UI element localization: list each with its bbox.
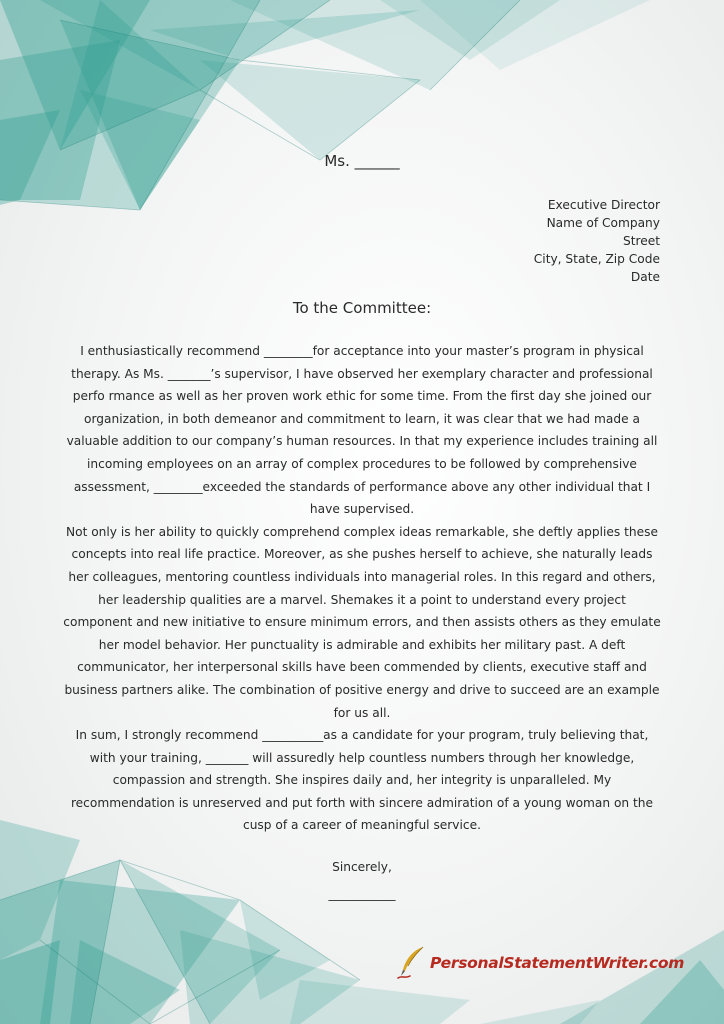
address-line: Date xyxy=(630,270,660,284)
closing-valediction: Sincerely, xyxy=(332,860,392,874)
address-line: Street xyxy=(622,234,660,248)
brand-name: PersonalStatementWriter.com xyxy=(430,954,685,972)
letter-body xyxy=(62,340,662,837)
address-line: Name of Company xyxy=(546,216,660,230)
body-paragraph: In sum, I strongly recommend __________as a candidate for your program, truly believing that, with your training, _______ will assuredly help countless numbers through her knowledge, compassion and strength. She inspires daily and, her integrity is unparalleled. My recommendation is unreserved and put forth with sincere admiration of a young woman on the cusp of a career of meaningful service. xyxy=(70,728,654,833)
body-paragraph: Not only is her ability to quickly comprehend complex ideas remarkable, she deftly applies these concepts into real life practice. Moreover, as she pushes herself to achieve, she naturally leads her colleagues, mentoring countless individuals into managerial roles. In this regard and others, her leadership qualities are a marvel. Shemakes it a point to understand every project component and new initiative to ensure minimum errors, and then assists others as they emulate her model behavior. Her punctuality is admirable and exhibits her military past. A deft communicator, her interpersonal skills have been commended by clients, executive staff and business partners alike. The combination of positive energy and drive to succeed are an example for us all. xyxy=(63,524,661,720)
brand-logo xyxy=(396,946,684,980)
recipient-name: Ms. ______ xyxy=(324,152,400,170)
address-line: Executive Director xyxy=(547,198,660,212)
letter-greeting: To the Committee: xyxy=(292,299,432,317)
body-paragraph: I enthusiastically recommend ________for acceptance into your master’s program in physical therapy. As Ms. _______’s supervisor, I have observed her exemplary character and professional perfo rmance as well as her proven work ethic for some time. From the first day she joined our organization, in both demeanor and commitment to learn, it was clear that we had made a valuable addition to our company’s human resources. In that my experience includes training all incoming employees on an array of complex procedures to be followed by comprehensive assessment, ________exceeded the standards of performance above any other individual that I have supervised. xyxy=(66,344,658,517)
signature-line: ___________ xyxy=(328,887,396,901)
address-line: City, State, Zip Code xyxy=(533,252,660,266)
quill-pen-icon xyxy=(396,946,426,980)
recipient-address-block xyxy=(534,196,660,286)
